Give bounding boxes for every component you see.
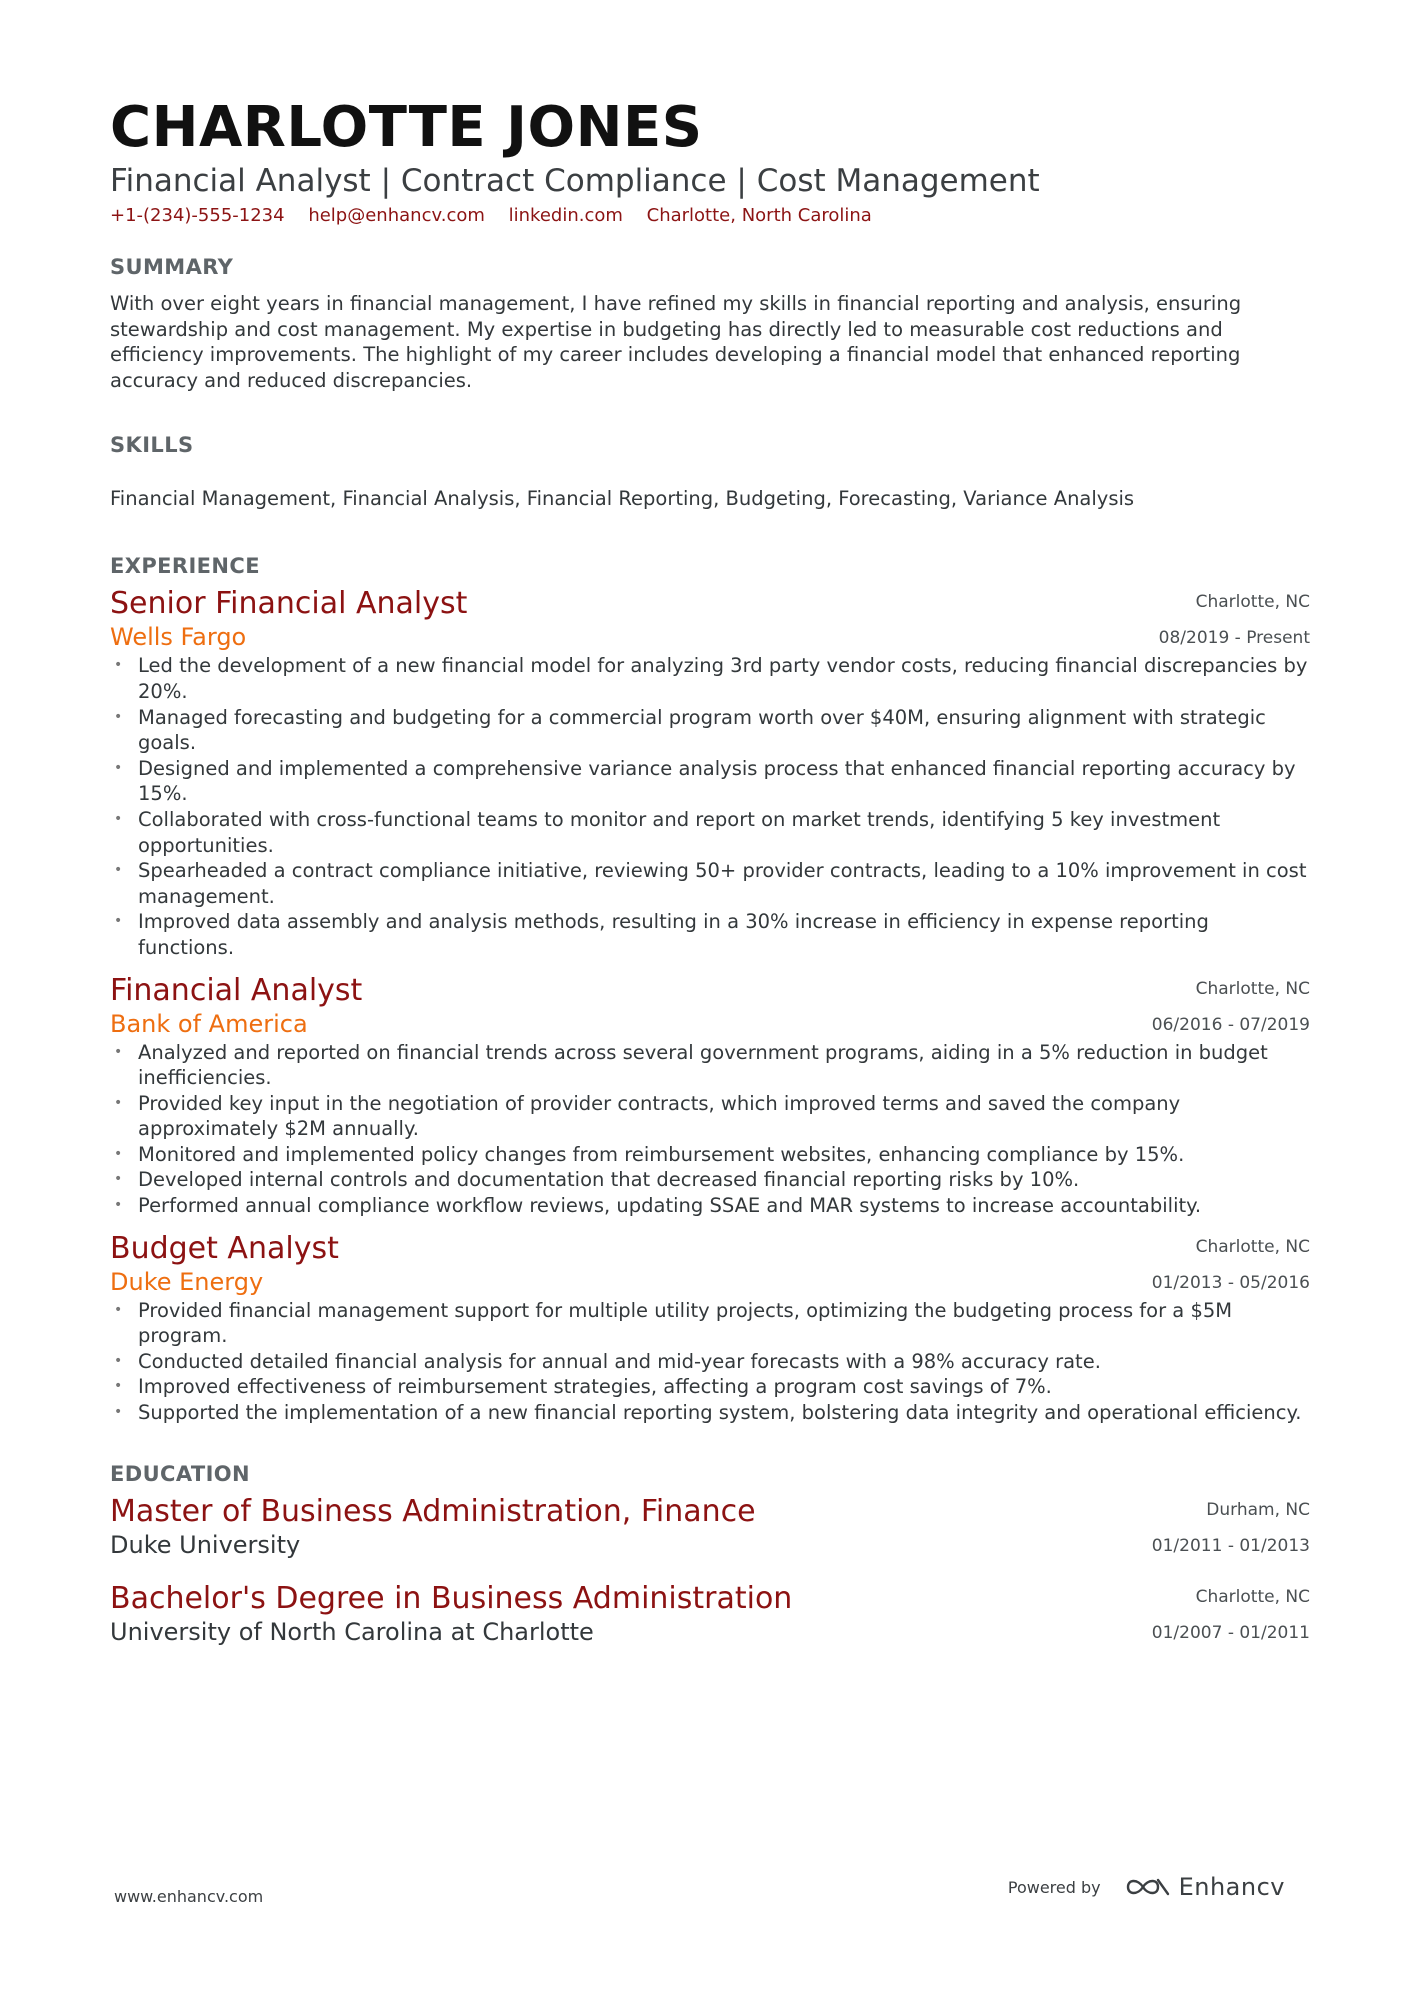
experience-heading: EXPERIENCE: [110, 554, 260, 579]
education-entry: [110, 1581, 1310, 1647]
bullet-dot-icon: •: [114, 759, 123, 776]
experience-section: [110, 552, 1310, 1425]
enhancv-logo-icon: [1125, 1874, 1171, 1900]
bullet-text: Conducted detailed financial analysis for annual and mid-year forecasts with a 98% accuracy rate.: [138, 1349, 1101, 1373]
job-title: Senior Financial Analyst: [110, 586, 468, 622]
degree-title: Master of Business Administration, Finance: [110, 1493, 756, 1529]
job-dates: 08/2019 - Present: [1158, 628, 1310, 649]
list-item: [110, 705, 1308, 756]
list-item: [110, 1040, 1308, 1091]
bullet-text: Analyzed and reported on financial trends across several government programs, aiding in a 5% reduction in budget inefficiencies.: [138, 1040, 1268, 1090]
education-section: [110, 1460, 1310, 1647]
bullet-text: Improved data assembly and analysis methods, resulting in a 30% increase in efficiency in expense reporting functions.: [138, 910, 1209, 959]
brand-name: Enhancv: [1178, 1873, 1285, 1901]
bullet-text: Supported the implementation of a new financial reporting system, bolstering data integrity and operational efficiency.: [138, 1401, 1302, 1425]
contact-location: Charlotte, North Carolina: [646, 205, 872, 226]
footer-branding: [1008, 1873, 1285, 1901]
bullet-dot-icon: •: [114, 1301, 123, 1318]
job-bullets: [110, 653, 1310, 960]
school-location: Durham, NC: [1206, 1499, 1310, 1520]
job-title: Financial Analyst: [110, 972, 363, 1008]
school-name: University of North Carolina at Charlotte: [110, 1617, 594, 1646]
skills-section: [110, 431, 1310, 512]
bullet-text: Provided key input in the negotiation of provider contracts, which improved terms and saved the company approximately $2M annually.: [138, 1091, 1181, 1141]
list-item: [110, 1374, 1308, 1400]
bullet-text: Improved effectiveness of reimbursement strategies, affecting a program cost savings of 7%.: [138, 1375, 1052, 1399]
list-item: [110, 909, 1308, 960]
job-location: Charlotte, NC: [1195, 1236, 1310, 1257]
list-item: [110, 756, 1308, 807]
list-item: [110, 653, 1308, 704]
education-entry: [110, 1494, 1310, 1560]
bullet-text: Spearheaded a contract compliance initiative, reviewing 50+ provider contracts, leading to a 10% improvement in cost management.: [138, 859, 1307, 908]
bullet-dot-icon: •: [114, 1404, 123, 1421]
bullet-dot-icon: •: [114, 708, 123, 725]
school-location: Charlotte, NC: [1195, 1586, 1310, 1607]
bullet-text: Collaborated with cross-functional teams to monitor and report on market trends, identifying 5 key investment opportunities.: [138, 807, 1221, 857]
list-item: [110, 1091, 1308, 1142]
experience-entry: [110, 973, 1310, 1219]
contact-phone[interactable]: +1-(234)-555-1234: [110, 205, 285, 226]
resume-header: [110, 95, 1310, 229]
list-item: [110, 1400, 1308, 1426]
job-title: Budget Analyst: [110, 1230, 339, 1266]
bullet-text: Managed forecasting and budgeting for a commercial program worth over $40M, ensuring alignment with strategic goals.: [138, 705, 1266, 755]
skills-heading: SKILLS: [110, 433, 194, 458]
bullet-dot-icon: •: [114, 913, 123, 930]
candidate-name: CHARLOTTE JONES: [110, 95, 703, 160]
job-company: Bank of America: [110, 1009, 308, 1038]
resume-page: [110, 95, 1310, 1647]
powered-by-label: Powered by: [1007, 1877, 1101, 1897]
bullet-text: Developed internal controls and documentation that decreased financial reporting risks by 10%.: [138, 1168, 1080, 1192]
job-bullets: [110, 1298, 1310, 1426]
school-name: Duke University: [110, 1530, 301, 1559]
list-item: [110, 1349, 1308, 1375]
summary-section: [110, 253, 1310, 393]
contact-linkedin[interactable]: linkedin.com: [508, 205, 623, 226]
summary-heading: SUMMARY: [110, 255, 234, 279]
footer-website[interactable]: www.enhancv.com: [114, 1887, 264, 1906]
bullet-text: Provided financial management support for multiple utility projects, optimizing the budgeting process for a $5M program.: [138, 1298, 1233, 1348]
experience-entry: [110, 586, 1310, 960]
list-item: [110, 858, 1308, 909]
education-heading: EDUCATION: [110, 1461, 251, 1486]
bullet-dot-icon: •: [114, 1145, 123, 1162]
bullet-dot-icon: •: [114, 810, 123, 827]
bullet-text: Monitored and implemented policy changes from reimbursement websites, enhancing compliance by 15%.: [138, 1142, 1185, 1166]
summary-text: With over eight years in financial management, I have refined my skills in financial reporting and analysis, ensuring stewardship and cost management. My expertise in budgeting has directly led to measurable cost reductions and efficiency improvements. The highlight of my career includes developing a financial model that enhanced reporting accuracy and reduced discrepancies.: [110, 292, 1242, 392]
bullet-dot-icon: •: [114, 1378, 123, 1395]
bullet-text: Performed annual compliance workflow reviews, updating SSAE and MAR systems to increase accountability.: [138, 1194, 1202, 1218]
job-dates: 06/2016 - 07/2019: [1151, 1014, 1310, 1035]
education-dates: 01/2007 - 01/2011: [1151, 1622, 1310, 1643]
bullet-dot-icon: •: [114, 657, 123, 674]
job-location: Charlotte, NC: [1195, 978, 1310, 999]
bullet-dot-icon: •: [114, 1352, 123, 1369]
job-company: Duke Energy: [110, 1267, 264, 1296]
skills-list: Financial Management, Financial Analysis, Financial Reporting, Budgeting, Forecasting, Variance Analysis: [110, 487, 1135, 511]
bullet-text: Designed and implemented a comprehensive variance analysis process that enhanced financial reporting accuracy by 15%.: [138, 756, 1296, 806]
bullet-dot-icon: •: [114, 1171, 123, 1188]
bullet-dot-icon: •: [114, 1094, 123, 1111]
job-location: Charlotte, NC: [1195, 592, 1310, 613]
degree-title: Bachelor's Degree in Business Administration: [110, 1580, 793, 1616]
list-item: [110, 1142, 1308, 1168]
education-dates: 01/2011 - 01/2013: [1151, 1535, 1310, 1556]
bullet-dot-icon: •: [114, 862, 123, 879]
bullet-dot-icon: •: [114, 1197, 123, 1214]
job-bullets: [110, 1040, 1310, 1219]
list-item: [110, 1298, 1308, 1349]
bullet-dot-icon: •: [114, 1043, 123, 1060]
job-company: Wells Fargo: [110, 623, 247, 652]
job-dates: 01/2013 - 05/2016: [1151, 1272, 1310, 1293]
list-item: [110, 1193, 1308, 1219]
list-item: [110, 807, 1308, 858]
list-item: [110, 1167, 1308, 1193]
bullet-text: Led the development of a new financial model for analyzing 3rd party vendor costs, reducing financial discrepancies by 20%.: [138, 654, 1308, 703]
contact-email[interactable]: help@enhancv.com: [308, 205, 485, 226]
experience-entry: [110, 1231, 1310, 1426]
contact-info: [110, 203, 1310, 229]
candidate-headline: Financial Analyst | Contract Compliance | Cost Management: [110, 163, 1040, 199]
